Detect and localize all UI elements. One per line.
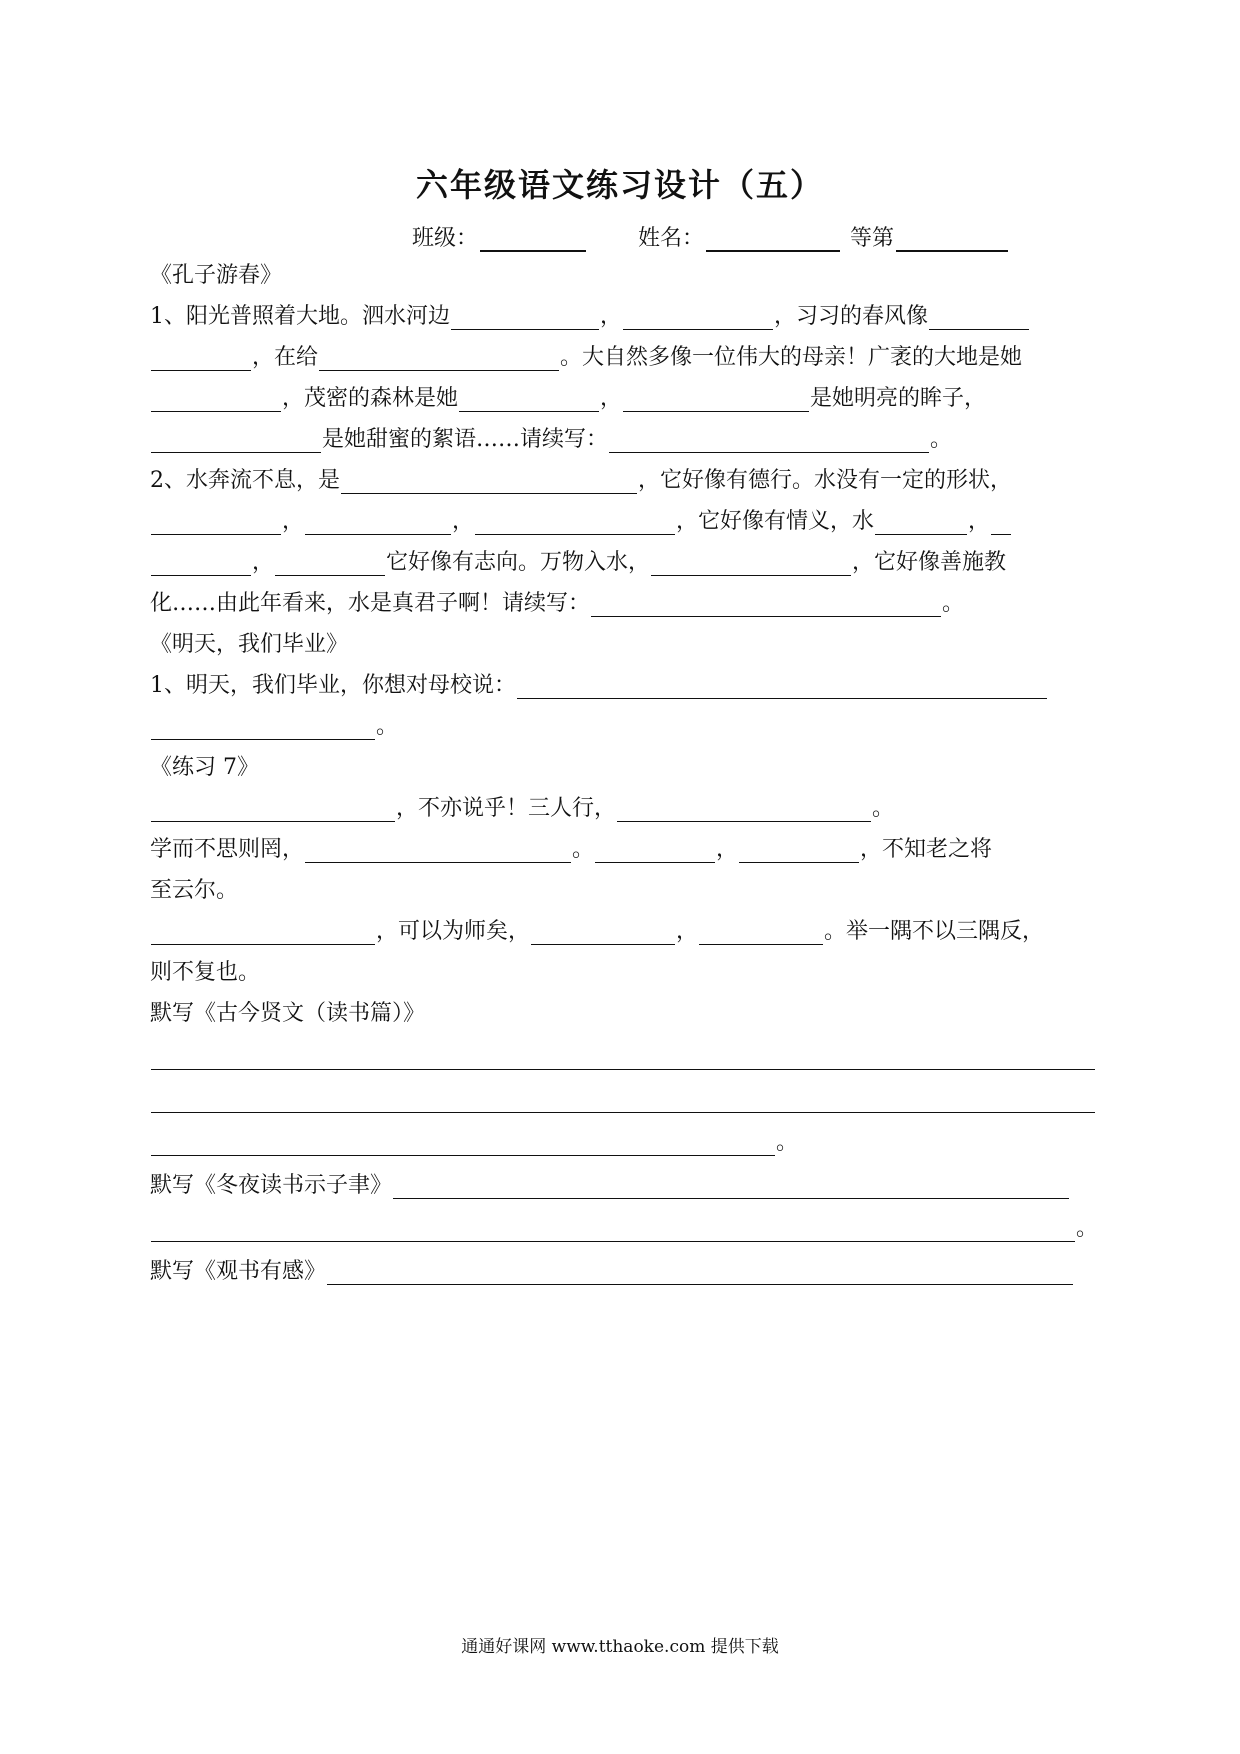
text-line xyxy=(150,459,1098,500)
fill-in-blank[interactable] xyxy=(151,924,375,945)
fill-in-blank[interactable] xyxy=(151,1049,1095,1070)
line-text: 1、明天，我们毕业，你想对母校说： xyxy=(150,673,516,698)
text-line xyxy=(150,1033,1098,1076)
line-text: ， xyxy=(600,304,623,329)
line-text: 默写《观书有感》 xyxy=(150,1259,327,1284)
line-text: 则不复也。 xyxy=(150,960,261,985)
line-text: ，不亦说乎！三人行， xyxy=(396,796,617,821)
text-line xyxy=(150,828,1098,869)
fill-in-blank[interactable] xyxy=(591,596,941,617)
name-field xyxy=(638,221,840,252)
line-text: ，它好像有情义，水 xyxy=(676,509,875,534)
line-text: 《明天，我们毕业》 xyxy=(150,632,349,657)
line-text: ，它好像有德行。水没有一定的形状， xyxy=(638,468,1013,493)
fill-in-blank[interactable] xyxy=(151,719,375,740)
class-field xyxy=(412,221,586,252)
line-text: 《孔子游春》 xyxy=(150,263,283,288)
line-text: 。 xyxy=(872,796,895,821)
text-line xyxy=(150,582,1098,623)
text-line xyxy=(150,1205,1098,1248)
class-blank[interactable] xyxy=(480,224,586,252)
line-text: ，它好像善施教 xyxy=(852,550,1007,575)
fill-in-blank[interactable] xyxy=(151,1135,775,1156)
fill-in-blank[interactable] xyxy=(341,473,637,494)
fill-in-blank[interactable] xyxy=(151,1092,1095,1113)
fill-in-blank[interactable] xyxy=(623,391,809,412)
text-line xyxy=(150,295,1098,336)
line-text: ， xyxy=(252,550,275,575)
fill-in-blank[interactable] xyxy=(151,432,321,453)
fill-in-blank[interactable] xyxy=(699,924,823,945)
line-text: 它好像有志向。万物入水， xyxy=(386,550,651,575)
text-line xyxy=(150,336,1098,377)
fill-in-blank[interactable] xyxy=(305,842,571,863)
text-line xyxy=(150,664,1098,705)
line-text: ，茂密的森林是她 xyxy=(282,386,459,411)
line-text: 2、水奔流不息，是 xyxy=(150,468,340,493)
line-text: 1、阳光普照着大地。泗水河边 xyxy=(150,304,450,329)
line-text: ， xyxy=(600,386,623,411)
fill-in-blank[interactable] xyxy=(151,391,281,412)
text-line xyxy=(150,1248,1098,1291)
fill-in-blank[interactable] xyxy=(475,514,675,535)
fill-in-blank[interactable] xyxy=(991,514,1011,535)
fill-in-blank[interactable] xyxy=(623,309,773,330)
line-text: 。 xyxy=(776,1130,799,1155)
fill-in-blank[interactable] xyxy=(151,555,251,576)
class-label: 班级： xyxy=(412,226,479,251)
text-line xyxy=(150,787,1098,828)
fill-in-blank[interactable] xyxy=(151,1221,1075,1242)
grade-label: 等第 xyxy=(850,226,895,251)
line-text: 《练习 7》 xyxy=(150,755,259,780)
fill-in-blank[interactable] xyxy=(929,309,1029,330)
text-line xyxy=(150,705,1098,746)
fill-in-blank[interactable] xyxy=(319,350,559,371)
line-text: 。 xyxy=(930,427,953,452)
text-line xyxy=(150,951,1098,992)
fill-in-blank[interactable] xyxy=(609,432,929,453)
line-text: 。举一隅不以三隅反， xyxy=(824,919,1045,944)
grade-field xyxy=(850,221,1008,252)
text-line xyxy=(150,623,1098,664)
exercise-content xyxy=(150,254,1098,1291)
line-text: 。 xyxy=(376,714,399,739)
text-line xyxy=(150,746,1098,787)
fill-in-blank[interactable] xyxy=(151,350,251,371)
line-text: ， xyxy=(676,919,699,944)
line-text: 。 xyxy=(942,591,965,616)
text-line xyxy=(150,1119,1098,1162)
text-line xyxy=(150,500,1098,541)
line-text: ， xyxy=(716,837,739,862)
fill-in-blank[interactable] xyxy=(151,801,395,822)
text-line xyxy=(150,254,1098,295)
text-line xyxy=(150,869,1098,910)
text-line xyxy=(150,377,1098,418)
name-blank[interactable] xyxy=(706,224,840,252)
line-text: 化……由此年看来，水是真君子啊！请续写： xyxy=(150,591,591,616)
grade-blank[interactable] xyxy=(896,224,1008,252)
line-text: 。 xyxy=(572,837,595,862)
name-label: 姓名： xyxy=(638,226,705,251)
fill-in-blank[interactable] xyxy=(531,924,675,945)
student-info-row xyxy=(412,218,1008,252)
fill-in-blank[interactable] xyxy=(275,555,385,576)
page-title: 六年级语文练习设计（五） xyxy=(415,166,824,204)
text-line xyxy=(150,992,1098,1033)
fill-in-blank[interactable] xyxy=(595,842,715,863)
line-text: 学而不思则罔， xyxy=(150,837,305,862)
fill-in-blank[interactable] xyxy=(393,1178,1069,1199)
line-text: ，在给 xyxy=(252,345,319,370)
fill-in-blank[interactable] xyxy=(651,555,851,576)
text-line xyxy=(150,1076,1098,1119)
text-line xyxy=(150,910,1098,951)
fill-in-blank[interactable] xyxy=(617,801,871,822)
line-text: ，不知老之将 xyxy=(860,837,993,862)
line-text: ， xyxy=(968,509,991,534)
line-text: ，习习的春风像 xyxy=(774,304,929,329)
line-text: 是她明亮的眸子， xyxy=(810,386,987,411)
fill-in-blank[interactable] xyxy=(327,1264,1073,1285)
line-text: 默写《古今贤文（读书篇）》 xyxy=(150,1001,426,1026)
line-text: 默写《冬夜读书示子聿》 xyxy=(150,1173,393,1198)
line-text: 至云尔。 xyxy=(150,878,239,903)
fill-in-blank[interactable] xyxy=(517,678,1047,699)
line-text: ， xyxy=(282,509,305,534)
line-text: 。大自然多像一位伟大的母亲！广袤的大地是她 xyxy=(560,345,1023,370)
line-text: 是她甜蜜的絮语……请续写： xyxy=(322,427,609,452)
fill-in-blank[interactable] xyxy=(305,514,451,535)
fill-in-blank[interactable] xyxy=(459,391,599,412)
text-line xyxy=(150,1162,1098,1205)
footer-credit: 通通好课网 www.tthaoke.com 提供下载 xyxy=(461,1637,779,1657)
text-line xyxy=(150,541,1098,582)
line-text: ，可以为师矣， xyxy=(376,919,531,944)
fill-in-blank[interactable] xyxy=(875,514,967,535)
fill-in-blank[interactable] xyxy=(739,842,859,863)
fill-in-blank[interactable] xyxy=(151,514,281,535)
line-text: 。 xyxy=(1075,1216,1098,1241)
fill-in-blank[interactable] xyxy=(451,309,599,330)
text-line xyxy=(150,418,1098,459)
line-text: ， xyxy=(452,509,475,534)
